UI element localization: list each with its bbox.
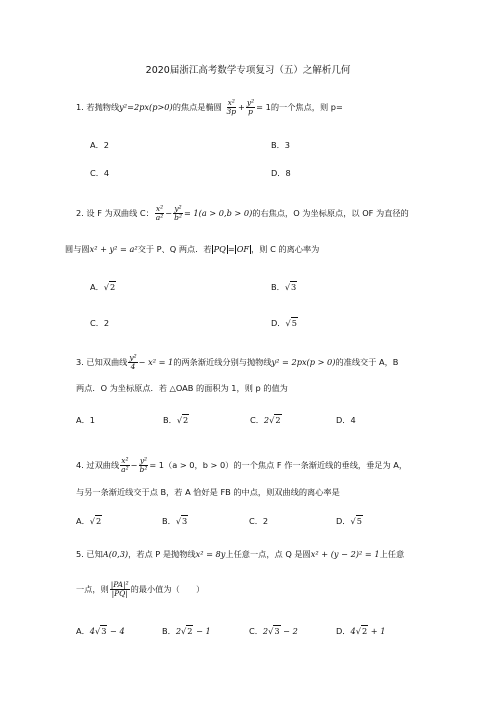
q1-option-a: A．2 <box>90 140 109 150</box>
q1-option-c: C．4 <box>90 168 110 178</box>
q3-option-b: B．√2 <box>163 415 189 425</box>
q3-option-d: D．4 <box>336 415 356 425</box>
question-4-line-2: 与另一条渐近线交于点 B，若 A 恰好是 FB 的中点，则双曲线的离心率是 <box>76 487 340 497</box>
question-2-line-2: 圆与圆x² + y² = a²交于 P、Q 两点．若 PQ = OF ，则 C 的离心率为 <box>65 244 320 254</box>
q4-option-a: A．√2 <box>76 516 102 526</box>
q3-option-a: A．1 <box>76 415 95 425</box>
document-title: 2020届浙江高考数学专项复习（五）之解析几何 <box>145 65 351 76</box>
q4-option-d: D．√5 <box>336 516 362 526</box>
fraction: $\frac{\text{x²}}{3p}$ <box>226 98 237 116</box>
q2-option-a: A．√2 <box>90 282 116 292</box>
q5-option-c: C．2√3 − 2 <box>249 626 298 636</box>
q5-option-d: D．4√2 + 1 <box>336 626 386 636</box>
q5-option-b: B．2√2 − 1 <box>162 626 211 636</box>
q2-option-b: B．√3 <box>271 282 297 292</box>
question-2-stem: 2. 设 F 为双曲线 C： $\frac{\text{x²}}{\text{a²}}$ − $\frac{\text{y²}}{\text{b²}}$ = 1(a > 0,b > 0)的右焦点，O 为坐标原点，以 OF 为直径的 <box>76 204 409 222</box>
q5-option-a: A．4√3 − 4 <box>76 626 125 636</box>
question-5-line-2: 一点，则 $\frac{\text{|PA|²}}{|PQ|}$ 的最小值为（ ） <box>76 580 205 598</box>
question-3-stem: 3. 已知双曲线 $\frac{\text{y²}}{4}$ − x² = 1的两条渐近线分别与抛物线y² = 2px(p > 0)的准线交于 A，B <box>76 353 399 371</box>
question-1-stem: 1. 若抛物线y²=2px(p>0)的焦点是椭圆 $\frac{\text{x²}}{3p}$ + $\frac{\text{y²}}{p}$ = 1的一个焦点，则 p= <box>76 98 343 116</box>
question-5-stem: 5. 已知A(0,3)，若点 P 是抛物线x² = 8y上任意一点，点 Q 是圆x² + (y − 2)² = 1上任意 <box>76 549 405 559</box>
question-3-line-2: 两点．O 为坐标原点．若 △OAB 的面积为 1，则 p 的值为 <box>76 383 288 393</box>
q4-option-b: B．√3 <box>162 516 188 526</box>
question-4-stem: 4. 过双曲线 $\frac{\text{x²}}{\text{a²}}$ − $\frac{\text{y²}}{\text{b²}}$ = 1（a > 0，b > 0）的一个焦点 F 作一条渐近线的垂线，垂足为 A， <box>76 456 408 474</box>
q1-option-b: B．3 <box>271 140 291 150</box>
fraction: $\frac{\text{y²}}{p}$ <box>246 98 255 116</box>
q2-option-d: D．√5 <box>271 318 297 328</box>
q3-option-c: C．2√2 <box>250 415 281 425</box>
q4-option-c: C．2 <box>249 516 269 526</box>
q2-option-c: C．2 <box>90 318 110 328</box>
q1-option-d: D．8 <box>271 168 291 178</box>
